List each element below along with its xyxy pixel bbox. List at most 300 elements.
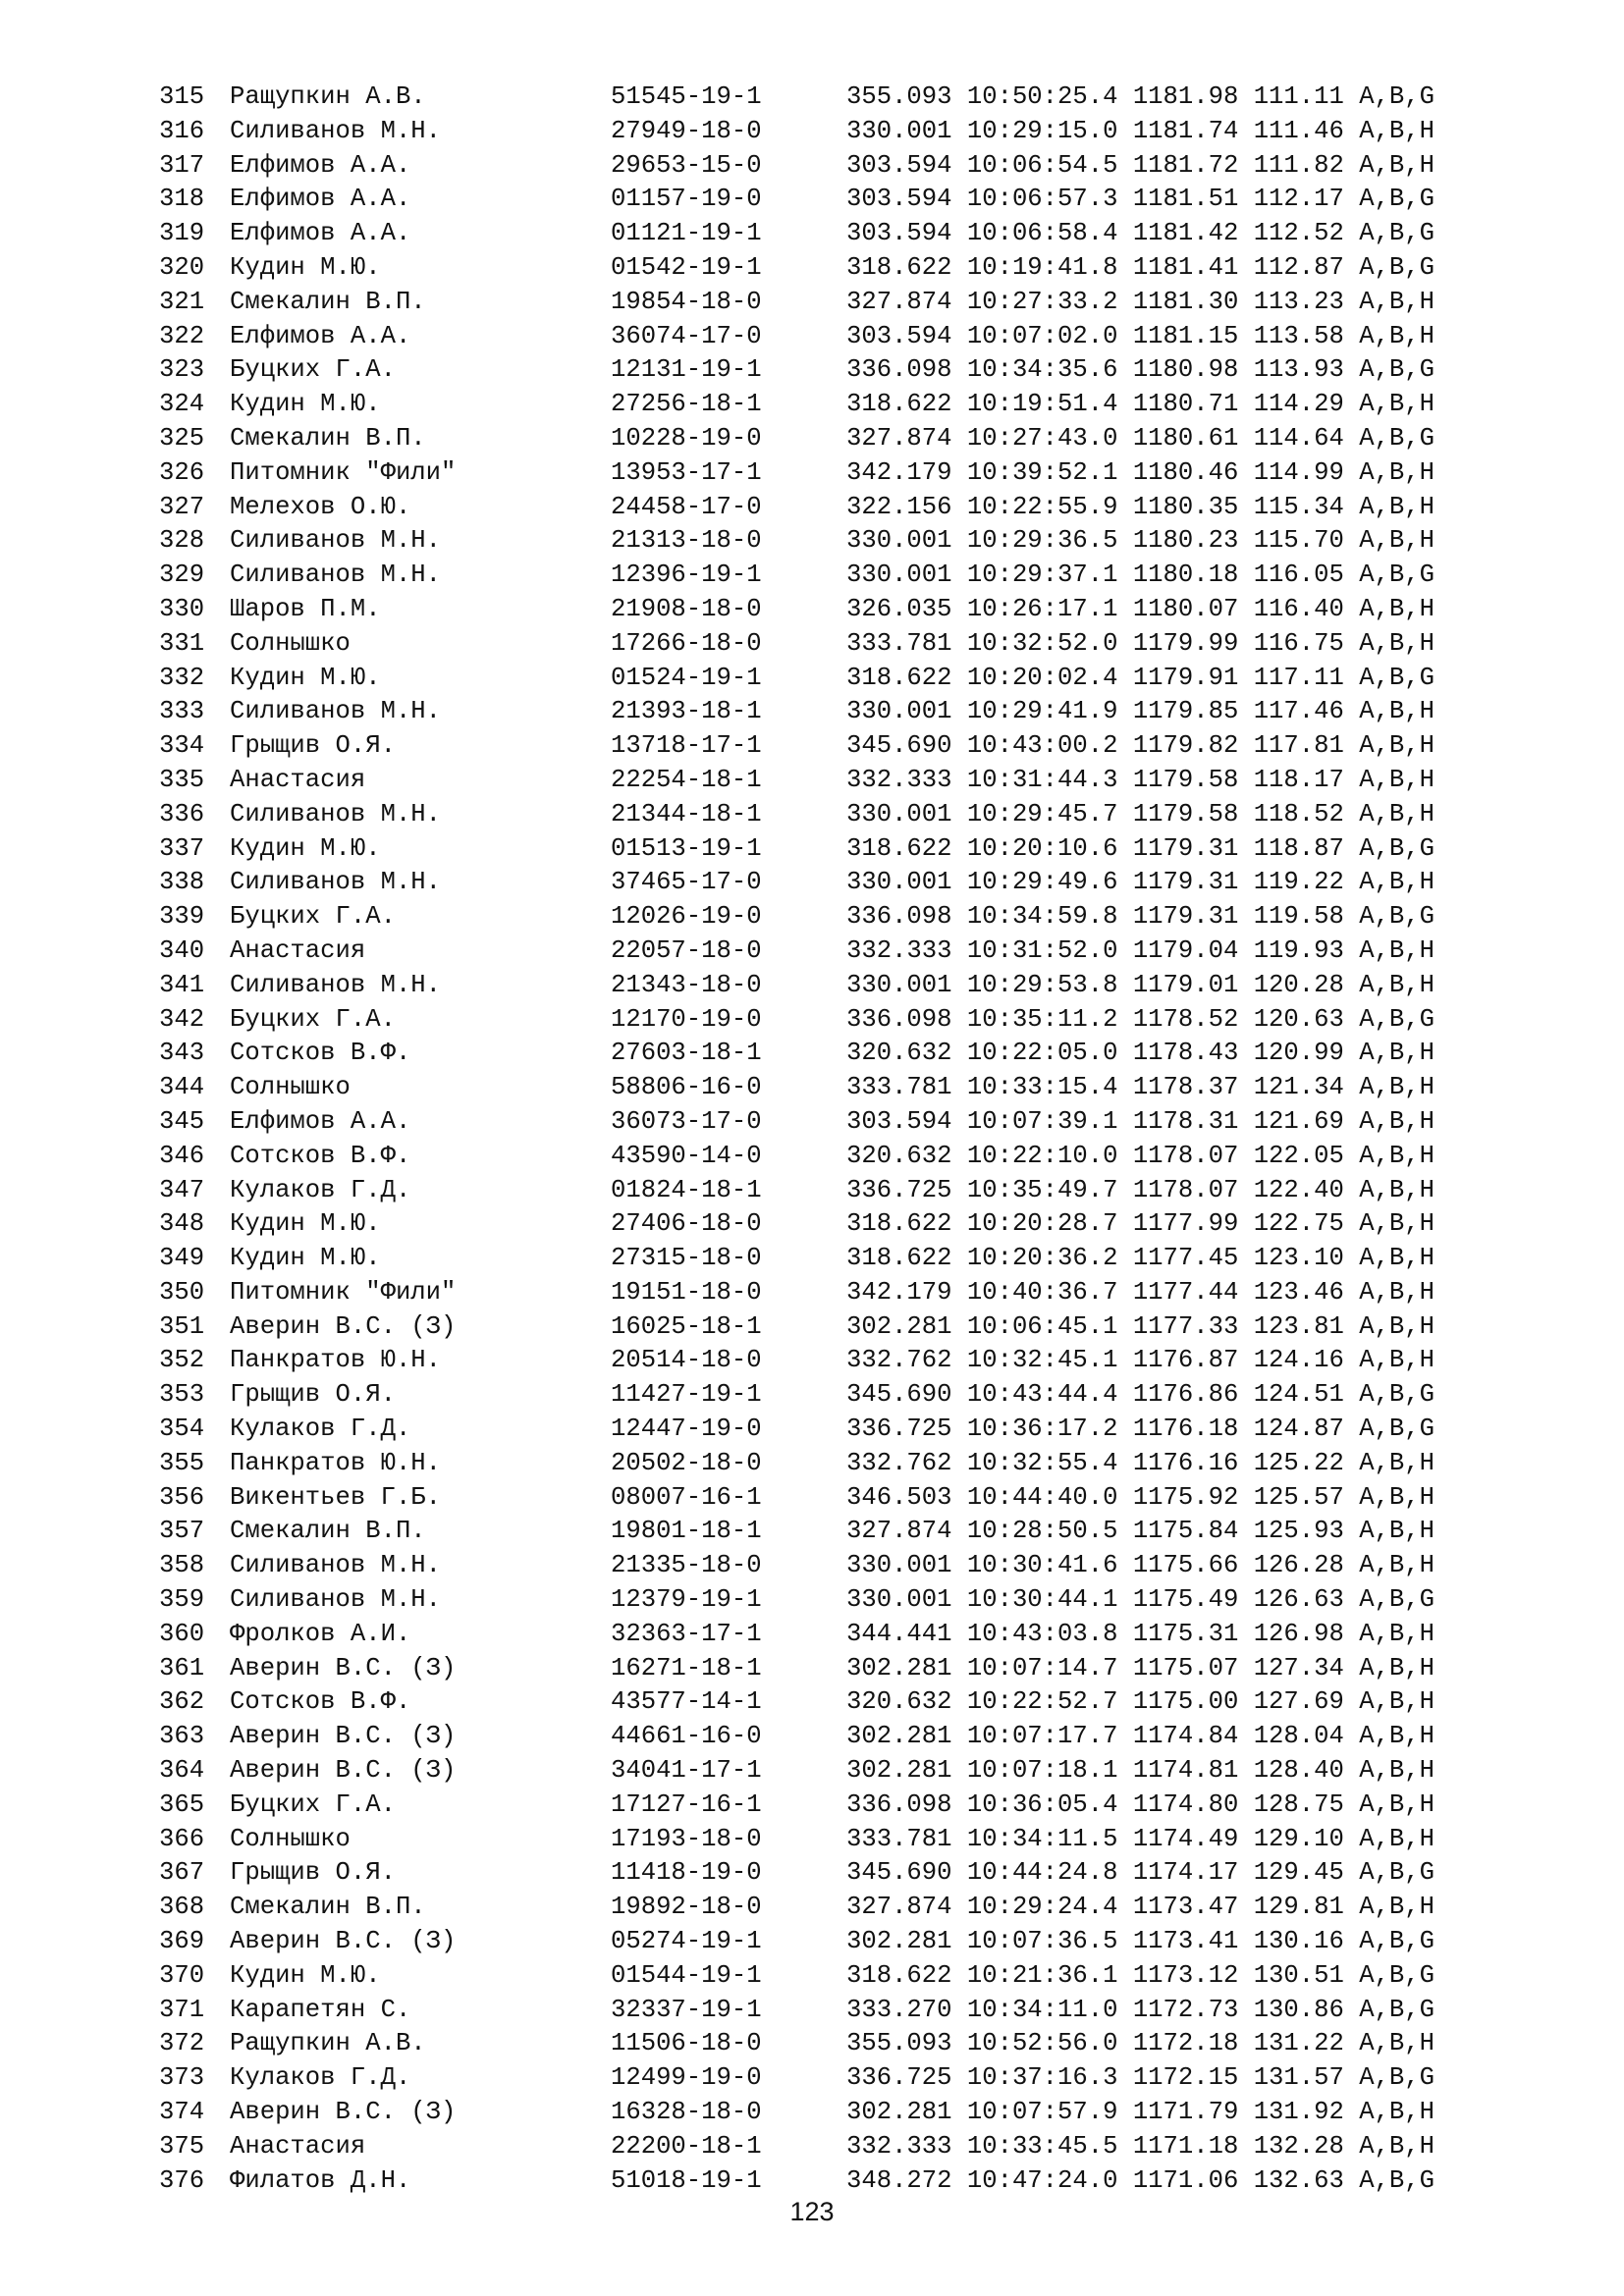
result-groups: A,B,G [1359,1380,1435,1410]
result-coef: 123.10 [1253,1244,1344,1273]
result-place: 351 [159,1311,205,1341]
result-time: 10:20:36.2 [966,1244,1118,1273]
ring-number: 20514-18-0 [611,1346,762,1375]
result-data [846,2027,1435,2061]
result-distance: 336.098 [846,355,952,385]
result-time: 10:37:16.3 [966,2063,1118,2093]
result-groups: A,B,G [1359,2165,1435,2195]
result-time: 10:50:25.4 [966,82,1118,111]
result-groups: A,B,H [1359,799,1435,828]
result-speed: 1180.35 [1132,492,1239,521]
result-coef: 119.58 [1253,902,1344,932]
result-distance: 303.594 [846,150,952,180]
result-speed: 1178.52 [1132,1004,1239,1034]
result-time: 10:34:11.5 [966,1824,1118,1853]
result-speed: 1180.18 [1132,561,1239,590]
result-distance: 330.001 [846,868,952,897]
result-distance: 302.281 [846,1722,952,1751]
result-data [846,217,1435,251]
fancier-name: Силиванов М.Н. [230,697,442,726]
result-data [846,832,1435,867]
result-groups: A,B,G [1359,2063,1435,2093]
page-number: 123 [789,2197,835,2226]
result-groups: A,B,G [1359,1585,1435,1615]
result-coef: 129.10 [1253,1824,1344,1853]
result-speed: 1179.31 [1132,902,1239,932]
result-speed: 1181.51 [1132,185,1239,214]
ring-number: 11506-18-0 [611,2029,762,2058]
ring-number: 37465-17-0 [611,868,762,897]
result-time: 10:32:45.1 [966,1346,1118,1375]
result-distance: 332.333 [846,765,952,794]
result-time: 10:32:55.4 [966,1448,1118,1477]
result-time: 10:07:14.7 [966,1653,1118,1682]
result-coef: 129.45 [1253,1858,1344,1888]
result-place: 336 [159,799,205,828]
result-time: 10:44:40.0 [966,1482,1118,1512]
fancier-name: Мелехов О.Ю. [230,492,411,521]
result-speed: 1175.49 [1132,1585,1239,1615]
fancier-name: Смекалин В.П. [230,287,426,316]
result-data [846,149,1435,184]
result-distance: 303.594 [846,185,952,214]
result-groups: A,B,H [1359,935,1435,965]
result-speed: 1175.92 [1132,1482,1239,1512]
fancier-name: Силиванов М.Н. [230,970,442,999]
result-place: 356 [159,1482,205,1512]
ring-number: 12170-19-0 [611,1004,762,1034]
result-data [846,593,1435,627]
result-time: 10:35:11.2 [966,1004,1118,1034]
result-time: 10:06:54.5 [966,150,1118,180]
result-coef: 117.46 [1253,697,1344,726]
result-time: 10:06:58.4 [966,219,1118,248]
result-coef: 121.34 [1253,1073,1344,1102]
ring-number: 27406-18-0 [611,1209,762,1239]
result-time: 10:07:17.7 [966,1722,1118,1751]
result-coef: 132.63 [1253,2165,1344,2195]
result-data [846,1481,1435,1516]
result-time: 10:44:24.8 [966,1858,1118,1888]
result-distance: 318.622 [846,1209,952,1239]
fancier-name: Аверин В.С. (З) [230,1722,457,1751]
result-speed: 1174.49 [1132,1824,1239,1853]
result-speed: 1180.71 [1132,390,1239,419]
result-distance: 342.179 [846,457,952,487]
fancier-name: Карапетян С. [230,1995,411,2024]
fancier-name: Силиванов М.Н. [230,526,442,556]
result-distance: 320.632 [846,1039,952,1068]
result-groups: A,B,H [1359,765,1435,794]
result-data [846,695,1435,729]
fancier-name: Силиванов М.Н. [230,799,442,828]
result-data [846,1207,1435,1242]
result-groups: A,B,G [1359,252,1435,282]
ring-number: 36074-17-0 [611,321,762,350]
result-groups: A,B,H [1359,1517,1435,1546]
result-place: 316 [159,116,205,145]
ring-number: 12447-19-0 [611,1415,762,1444]
fancier-name: Буцких Г.А. [230,1004,396,1034]
result-distance: 345.690 [846,731,952,761]
result-speed: 1174.80 [1132,1789,1239,1819]
fancier-name: Кудин М.Ю. [230,1244,381,1273]
ring-number: 21344-18-1 [611,799,762,828]
result-time: 10:47:24.0 [966,2165,1118,2195]
result-speed: 1179.01 [1132,970,1239,999]
fancier-name: Елфимов А.А. [230,150,411,180]
result-place: 371 [159,1995,205,2024]
result-data [846,2164,1435,2199]
ring-number: 05274-19-1 [611,1927,762,1956]
result-data [846,1515,1435,1549]
result-data [846,1071,1435,1105]
result-groups: A,B,H [1359,1687,1435,1717]
result-time: 10:29:24.4 [966,1893,1118,1922]
result-place: 337 [159,833,205,863]
result-distance: 332.762 [846,1448,952,1477]
result-place: 362 [159,1687,205,1717]
result-distance: 327.874 [846,1517,952,1546]
result-speed: 1178.43 [1132,1039,1239,1068]
ring-number: 58806-16-0 [611,1073,762,1102]
result-place: 338 [159,868,205,897]
result-groups: A,B,H [1359,1244,1435,1273]
result-data [846,388,1435,422]
ring-number: 21908-18-0 [611,594,762,623]
result-coef: 111.82 [1253,150,1344,180]
result-groups: A,B,H [1359,1789,1435,1819]
result-data [846,627,1435,662]
result-distance: 342.179 [846,1277,952,1307]
result-place: 347 [159,1175,205,1204]
result-groups: A,B,H [1359,970,1435,999]
result-speed: 1180.46 [1132,457,1239,487]
result-distance: 345.690 [846,1380,952,1410]
result-coef: 121.69 [1253,1106,1344,1136]
ring-number: 20502-18-0 [611,1448,762,1477]
result-distance: 327.874 [846,1893,952,1922]
result-place: 360 [159,1619,205,1648]
result-groups: A,B,H [1359,868,1435,897]
ring-number: 19801-18-1 [611,1517,762,1546]
result-distance: 346.503 [846,1482,952,1512]
fancier-name: Аверин В.С. (З) [230,1927,457,1956]
fancier-name: Смекалин В.П. [230,423,426,453]
result-time: 10:20:28.7 [966,1209,1118,1239]
result-data [846,729,1435,764]
ring-number: 19892-18-0 [611,1893,762,1922]
result-speed: 1181.72 [1132,150,1239,180]
result-speed: 1181.98 [1132,82,1239,111]
result-distance: 320.632 [846,1687,952,1717]
result-coef: 111.11 [1253,82,1344,111]
fancier-name: Грыщив О.Я. [230,731,396,761]
fancier-name: Сотсков В.Ф. [230,1039,411,1068]
fancier-name: Буцких Г.А. [230,902,396,932]
result-data [846,1003,1435,1038]
fancier-name: Кудин М.Ю. [230,252,381,282]
fancier-name: Фролков А.И. [230,1619,411,1648]
result-data [846,1856,1435,1891]
result-groups: A,B,H [1359,594,1435,623]
result-data [846,1105,1435,1140]
result-place: 367 [159,1858,205,1888]
result-place: 317 [159,150,205,180]
result-groups: A,B,H [1359,2098,1435,2127]
fancier-name: Солнышко [230,1073,351,1102]
ring-number: 16328-18-0 [611,2098,762,2127]
result-distance: 327.874 [846,287,952,316]
fancier-name: Кудин М.Ю. [230,390,381,419]
result-speed: 1175.07 [1132,1653,1239,1682]
result-time: 10:20:10.6 [966,833,1118,863]
result-groups: A,B,G [1359,1004,1435,1034]
ring-number: 27603-18-1 [611,1039,762,1068]
ring-number: 44661-16-0 [611,1722,762,1751]
ring-number: 32363-17-1 [611,1619,762,1648]
result-data [846,969,1435,1003]
result-distance: 318.622 [846,663,952,692]
result-data [846,1823,1435,1857]
result-time: 10:43:03.8 [966,1619,1118,1648]
result-groups: A,B,G [1359,185,1435,214]
result-groups: A,B,G [1359,1995,1435,2024]
result-place: 345 [159,1106,205,1136]
result-speed: 1179.91 [1132,663,1239,692]
result-groups: A,B,G [1359,1927,1435,1956]
result-speed: 1171.79 [1132,2098,1239,2127]
fancier-name: Ращупкин А.В. [230,82,426,111]
result-time: 10:26:17.1 [966,594,1118,623]
result-data [846,1754,1435,1789]
result-place: 315 [159,82,205,111]
result-place: 365 [159,1789,205,1819]
result-data [846,286,1435,320]
result-coef: 116.75 [1253,628,1344,658]
result-speed: 1181.30 [1132,287,1239,316]
fancier-name: Аверин В.С. (З) [230,1311,457,1341]
fancier-name: Смекалин В.П. [230,1893,426,1922]
fancier-name: Филатов Д.Н. [230,2165,411,2195]
fancier-name: Кудин М.Ю. [230,833,381,863]
result-place: 361 [159,1653,205,1682]
result-coef: 114.64 [1253,423,1344,453]
result-groups: A,B,G [1359,1858,1435,1888]
result-groups: A,B,H [1359,697,1435,726]
result-time: 10:07:18.1 [966,1756,1118,1786]
result-place: 327 [159,492,205,521]
result-speed: 1179.85 [1132,697,1239,726]
result-place: 353 [159,1380,205,1410]
result-groups: A,B,H [1359,1824,1435,1853]
result-time: 10:07:39.1 [966,1106,1118,1136]
result-groups: A,B,H [1359,150,1435,180]
result-speed: 1173.12 [1132,1960,1239,1990]
ring-number: 19151-18-0 [611,1277,762,1307]
result-distance: 302.281 [846,1311,952,1341]
result-distance: 333.781 [846,628,952,658]
ring-number: 01824-18-1 [611,1175,762,1204]
result-place: 348 [159,1209,205,1239]
result-coef: 111.46 [1253,116,1344,145]
fancier-name: Питомник "Фили" [230,457,457,487]
result-time: 10:31:52.0 [966,935,1118,965]
result-data [846,1276,1435,1310]
result-groups: A,B,H [1359,492,1435,521]
result-data [846,559,1435,593]
result-data [846,866,1435,900]
result-place: 357 [159,1517,205,1546]
result-distance: 302.281 [846,1756,952,1786]
result-speed: 1173.41 [1132,1927,1239,1956]
ring-number: 12026-19-0 [611,902,762,932]
fancier-name: Силиванов М.Н. [230,1551,442,1580]
result-time: 10:36:17.2 [966,1415,1118,1444]
result-time: 10:35:49.7 [966,1175,1118,1204]
result-coef: 130.86 [1253,1995,1344,2024]
fancier-name: Панкратов Ю.Н. [230,1346,442,1375]
ring-number: 32337-19-1 [611,1995,762,2024]
result-coef: 113.58 [1253,321,1344,350]
result-time: 10:22:55.9 [966,492,1118,521]
result-place: 364 [159,1756,205,1786]
result-speed: 1171.18 [1132,2131,1239,2161]
result-groups: A,B,G [1359,355,1435,385]
result-time: 10:06:57.3 [966,185,1118,214]
result-groups: A,B,H [1359,1551,1435,1580]
result-data [846,1037,1435,1071]
result-groups: A,B,H [1359,1619,1435,1648]
result-coef: 125.57 [1253,1482,1344,1512]
result-data [846,2061,1435,2096]
result-data [846,934,1435,969]
result-time: 10:19:51.4 [966,390,1118,419]
result-coef: 114.99 [1253,457,1344,487]
result-data [846,80,1435,115]
ring-number: 01544-19-1 [611,1960,762,1990]
fancier-name: Панкратов Ю.Н. [230,1448,442,1477]
result-groups: A,B,H [1359,1893,1435,1922]
result-coef: 122.05 [1253,1141,1344,1170]
result-speed: 1178.31 [1132,1106,1239,1136]
result-speed: 1180.23 [1132,526,1239,556]
result-speed: 1180.98 [1132,355,1239,385]
result-coef: 115.70 [1253,526,1344,556]
result-speed: 1175.66 [1132,1551,1239,1580]
result-coef: 127.34 [1253,1653,1344,1682]
result-coef: 131.57 [1253,2063,1344,2093]
result-time: 10:20:02.4 [966,663,1118,692]
result-coef: 120.28 [1253,970,1344,999]
result-speed: 1174.81 [1132,1756,1239,1786]
result-groups: A,B,H [1359,1073,1435,1102]
ring-number: 10228-19-0 [611,423,762,453]
result-distance: 330.001 [846,116,952,145]
result-time: 10:43:44.4 [966,1380,1118,1410]
result-groups: A,B,H [1359,1346,1435,1375]
result-data [846,1242,1435,1276]
result-distance: 330.001 [846,561,952,590]
result-time: 10:27:33.2 [966,287,1118,316]
result-distance: 332.762 [846,1346,952,1375]
result-speed: 1176.86 [1132,1380,1239,1410]
result-distance: 336.098 [846,1004,952,1034]
result-distance: 302.281 [846,2098,952,2127]
result-speed: 1177.44 [1132,1277,1239,1307]
fancier-name: Кудин М.Ю. [230,663,381,692]
ring-number: 01513-19-1 [611,833,762,863]
result-data [846,183,1435,217]
result-speed: 1179.58 [1132,765,1239,794]
result-distance: 330.001 [846,970,952,999]
result-place: 376 [159,2165,205,2195]
result-coef: 125.93 [1253,1517,1344,1546]
result-distance: 336.725 [846,1175,952,1204]
result-data [846,1925,1435,1959]
result-groups: A,B,H [1359,1277,1435,1307]
result-place: 358 [159,1551,205,1580]
result-place: 328 [159,526,205,556]
result-groups: A,B,H [1359,287,1435,316]
result-place: 323 [159,355,205,385]
result-time: 10:29:41.9 [966,697,1118,726]
result-groups: A,B,H [1359,1448,1435,1477]
result-groups: A,B,G [1359,1415,1435,1444]
result-place: 329 [159,561,205,590]
result-place: 344 [159,1073,205,1102]
result-groups: A,B,G [1359,902,1435,932]
result-data [846,1344,1435,1378]
result-speed: 1175.84 [1132,1517,1239,1546]
result-coef: 129.81 [1253,1893,1344,1922]
result-speed: 1176.18 [1132,1415,1239,1444]
result-groups: A,B,H [1359,116,1435,145]
result-place: 359 [159,1585,205,1615]
ring-number: 29653-15-0 [611,150,762,180]
result-time: 10:40:36.7 [966,1277,1118,1307]
result-distance: 332.333 [846,935,952,965]
fancier-name: Буцких Г.А. [230,1789,396,1819]
result-place: 326 [159,457,205,487]
result-groups: A,B,H [1359,2029,1435,2058]
result-coef: 119.22 [1253,868,1344,897]
result-coef: 125.22 [1253,1448,1344,1477]
result-groups: A,B,H [1359,1311,1435,1341]
result-place: 335 [159,765,205,794]
result-distance: 318.622 [846,1960,952,1990]
result-place: 368 [159,1893,205,1922]
result-data [846,1413,1435,1447]
result-coef: 123.81 [1253,1311,1344,1341]
result-place: 339 [159,902,205,932]
result-place: 334 [159,731,205,761]
result-data [846,524,1435,559]
fancier-name: Анастасия [230,2131,366,2161]
result-speed: 1179.82 [1132,731,1239,761]
ring-number: 01157-19-0 [611,185,762,214]
result-groups: A,B,H [1359,1175,1435,1204]
result-distance: 318.622 [846,1244,952,1273]
fancier-name: Аверин В.С. (З) [230,2098,457,2127]
result-place: 341 [159,970,205,999]
result-place: 332 [159,663,205,692]
result-time: 10:30:44.1 [966,1585,1118,1615]
result-data [846,1549,1435,1583]
result-coef: 113.93 [1253,355,1344,385]
result-data [846,1720,1435,1754]
result-groups: A,B,H [1359,1106,1435,1136]
